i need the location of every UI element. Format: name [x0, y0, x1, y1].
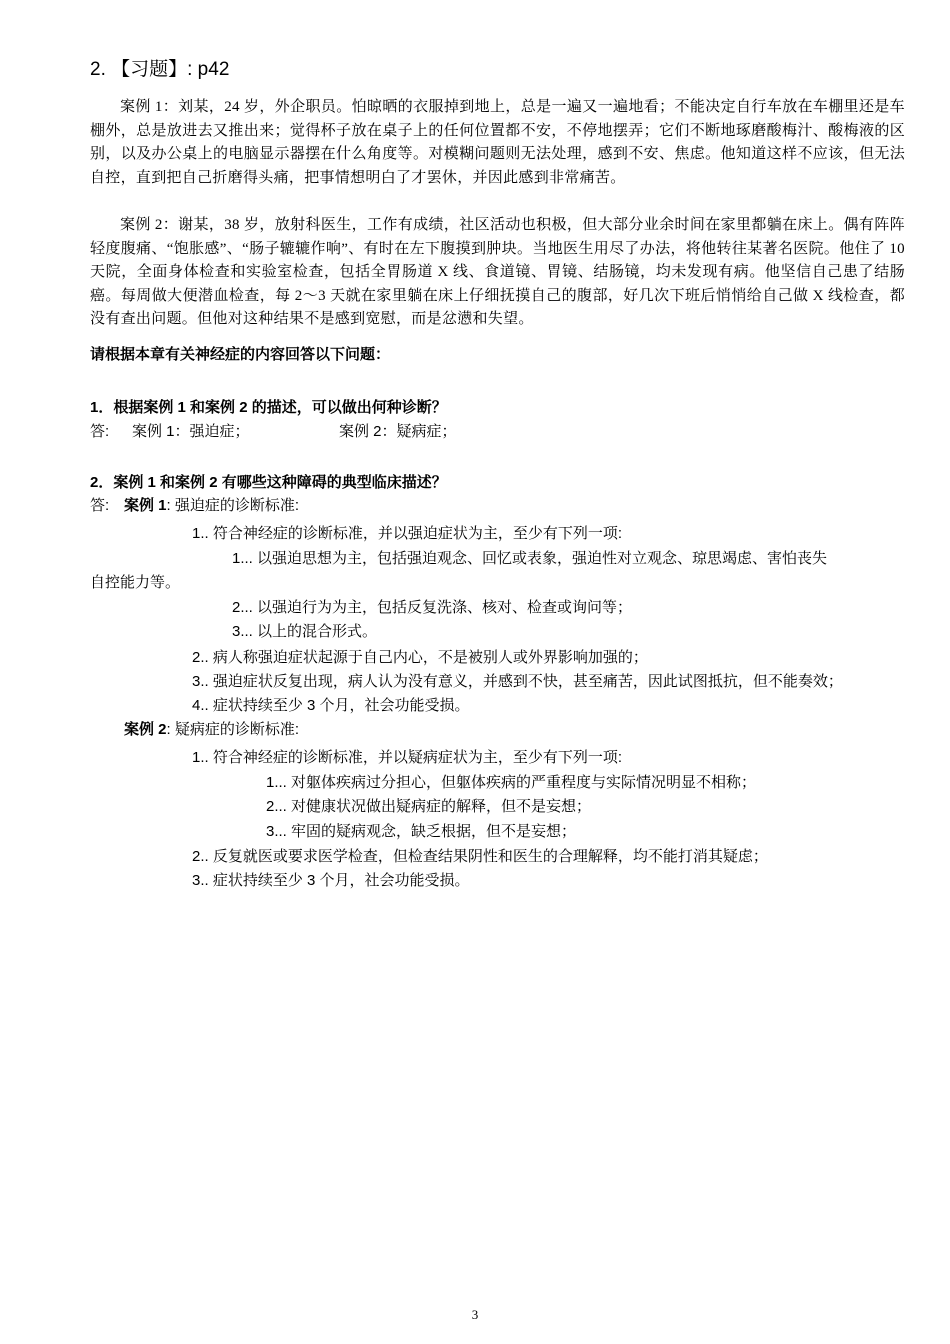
case-2-criterion-1c: 3... 牢固的疑病观念，缺乏根据，但不是妄想； — [266, 823, 577, 840]
case-1-criterion-1a-line2: 自控能力等。 — [90, 574, 181, 591]
section-heading: 2. 【习题】: p42 — [90, 59, 230, 80]
case-1-criterion-2: 2.. 病人称强迫症状起源于自己内心，不是被别人或外界影响加强的； — [192, 649, 648, 666]
case-1-criterion-1c: 3... 以上的混合形式。 — [232, 623, 378, 640]
case-2-criterion-1a: 1... 对躯体疾病过分担心，但躯体疾病的严重程度与实际情况明显不相称； — [266, 774, 757, 791]
case-2-criterion-1b: 2... 对健康状况做出疑病症的解释，但不是妄想； — [266, 798, 592, 815]
answer-1-case2: 案例 2：疑病症； — [339, 423, 457, 440]
answer-2-prefix: 答: — [90, 497, 110, 514]
case-1-criterion-4: 4.. 症状持续至少 3 个月，社会功能受损。 — [192, 697, 470, 714]
case-1-criterion-1b: 2... 以强迫行为为主，包括反复洗涤、核对、检查或询问等； — [232, 599, 633, 616]
case-1-criterion-3: 3.. 强迫症状反复出现，病人认为没有意义，并感到不快，甚至痛苦，因此试图抵抗，但不能奏效； — [192, 673, 843, 690]
case-1-criterion-1: 1.. 符合神经症的诊断标准，并以强迫症状为主，至少有下列一项: — [192, 525, 623, 542]
case-2-criteria-heading — [124, 718, 299, 742]
page-number: 3 — [471, 1307, 479, 1322]
answer-1-prefix: 答: — [90, 423, 110, 440]
case-2-criterion-2: 2.. 反复就医或要求医学检查，但检查结果阴性和医生的合理解释，均不能打消其疑虑； — [192, 848, 768, 865]
case-2-label: 案例 2 — [124, 721, 167, 738]
case-2-title: : 疑病症的诊断标准: — [166, 721, 300, 738]
case-1-title: : 强迫症的诊断标准: — [166, 497, 300, 514]
case-2-criterion-3: 3.. 症状持续至少 3 个月，社会功能受损。 — [192, 872, 470, 889]
case-1-criterion-1a-line1: 1... 以强迫思想为主，包括强迫观念、回忆或表象，强迫性对立观念、琼思竭虑、害怕丧失 — [232, 550, 828, 567]
case-1-label: 案例 1 — [124, 497, 167, 514]
question-1: 1．根据案例 1 和案例 2 的描述，可以做出何种诊断？ — [90, 399, 447, 416]
case-2-paragraph: 案例 2：谢某，38 岁，放射科医生，工作有成绩，社区活动也积极，但大部分业余时间在家里都躺在床上。偶有阵阵轻度腹痛、“饱胀感”、“肠子辘辘作响”、有时在左下腹摸到肿块。当地医生用尽了办法，将他转往某著名医院。他住了 10 天院，全面身体检查和实验室检查，包括全胃肠道 X 线、食道镜、胃镜、结肠镜，均未发现有病。他坚信自己患了结肠癌。每周做大便潜血检查，每 2～3 天就在家里躺在床上仔细抚摸自己的腹部，好几次下班后悄悄给自己做 X 线检查，都没有查出问题。但他对这种结果不是感到宽慰，而是忿懑和失望。 — [90, 217, 905, 327]
case-1-paragraph: 案例 1：刘某，24 岁，外企职员。怕晾晒的衣服掉到地上，总是一遍又一遍地看；不能决定自行车放在车棚里还是车棚外，总是放进去又推出来；觉得杯子放在桌子上的任何位置都不安，不停地摆弄；它们不断地琢磨酸梅汁、酸梅液的区别，以及办公桌上的电脑显示器摆在什么角度等。对模糊问题则无法处理，感到不安、焦虑。他知道这样不应该，但无法自控，直到把自己折磨得头痛，把事情想明白了才罢休，并因此感到非常痛苦。 — [90, 99, 905, 186]
case-2-criterion-1: 1.. 符合神经症的诊断标准，并以疑病症状为主，至少有下列一项: — [192, 749, 623, 766]
answer-1-case1: 案例 1：强迫症； — [132, 423, 250, 440]
case-1-criteria-heading — [124, 494, 299, 518]
question-2: 2．案例 1 和案例 2 有哪些这种障碍的典型临床描述？ — [90, 474, 447, 491]
instruction-text: 请根据本章有关神经症的内容回答以下问题： — [90, 346, 391, 363]
